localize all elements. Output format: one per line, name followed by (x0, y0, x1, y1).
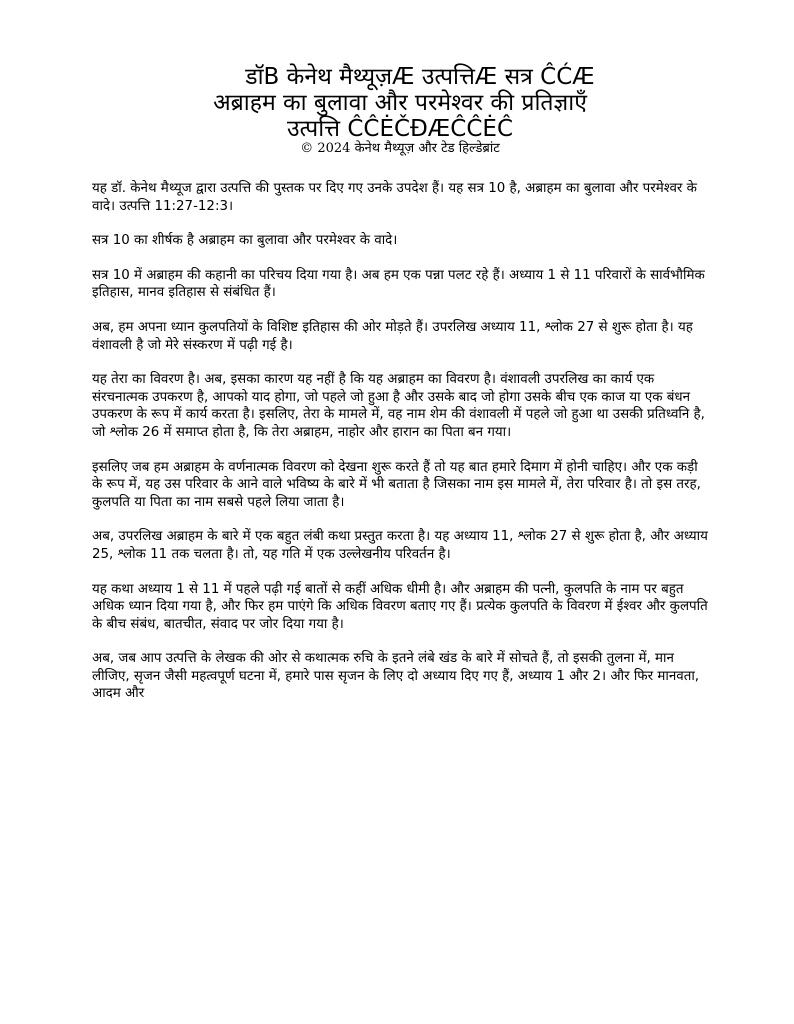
paragraph: यह तेरा का विवरण है। अब, इसका कारण यह नहीं है कि यह अब्राहम का विवरण है। वंशावली उपरलिख का कार्य एक संरचनात्मक उपकरण है, आपको याद होगा, जो पहले जो हुआ है और उसके बाद जो होगा उसके बीच एक काज या एक बंधन उपकरण के रूप में कार्य करता है। इसलिए, तेरा के मामले में, वह नाम शेम की वंशावली में पहले जो हुआ था उसकी प्रतिध्वनि है, जो श्लोक 26 में समाप्त होता है, कि तेरा अब्राहम, नाहोर और हारान का पिता बन गया। (92, 372, 705, 440)
title-line-3: उत्पत्ति ĈĈĖČĐÆĈĈĖĈ (287, 116, 513, 142)
paragraph: सत्र 10 में अब्राहम की कहानी का परिचय दिया गया है। अब हम एक पन्ना पलट रहे हैं। अध्याय 1 से 11 परिवारों के सार्वभौमिक इतिहास, मानव इतिहास से संबंधित हैं। (92, 267, 705, 301)
document-body (92, 180, 712, 720)
title-line-1: डॉB केनेथ मैथ्यूज़Æ उत्पत्तिÆ सत्र ĈĆÆ (245, 64, 595, 90)
document-header (90, 64, 710, 156)
paragraph: यह कथा अध्याय 1 से 11 में पहले पढ़ी गई बातों से कहीं अधिक धीमी है। और अब्राहम की पत्नी, कुलपति के नाम पर बहुत अधिक ध्यान दिया गया है, और फिर हम पाएंगे कि अधिक विवरण बताए गए हैं। प्रत्येक कुलपति के विवरण में ईश्वर और कुलपति के बीच संबंध, बातचीत, संवाद पर जोर दिया गया है। (92, 581, 708, 632)
title-line-2: अब्राहम का बुलावा और परमेश्वर की प्रतिज्ञाएँ (213, 90, 587, 116)
paragraph: अब, हम अपना ध्यान कुलपतियों के विशिष्ट इतिहास की ओर मोड़ते हैं। उपरलिख अध्याय 11, श्लोक 27 से शुरू होता है। यह वंशावली है जो मेरे संस्करण में पढ़ी गई है। (92, 319, 693, 353)
paragraph: अब, उपरलिख अब्राहम के बारे में एक बहुत लंबी कथा प्रस्तुत करता है। यह अध्याय 11, श्लोक 27 से शुरू होता है, और अध्याय 25, श्लोक 11 तक चलता है। तो, यह गति में एक उल्लेखनीय परिवर्तन है। (92, 529, 708, 562)
paragraph: सत्र 10 का शीर्षक है अब्राहम का बुलावा और परमेश्वर के वादे। (92, 233, 398, 249)
paragraph: यह डॉ. केनेथ मैथ्यूज द्वारा उत्पत्ति की पुस्तक पर दिए गए उनके उपदेश हैं। यह सत्र 10 है, अब्राहम का बुलावा और परमेश्वर के वादे। उत्पत्ति 11:27-12:3। (92, 181, 697, 214)
paragraph: अब, जब आप उत्पत्ति के लेखक की ओर से कथात्मक रुचि के इतने लंबे खंड के बारे में सोचते हैं, तो इसकी तुलना में, मान लीजिए, सृजन जैसी महत्वपूर्ण घटना में, हमारे पास सृजन के लिए दो अध्याय दिए गए हैं, अध्याय 1 और 2। और फिर मानवता, आदम और (92, 651, 700, 702)
paragraph: इसलिए जब हम अब्राहम के वर्णनात्मक विवरण को देखना शुरू करते हैं तो यह बात हमारे दिमाग में होनी चाहिए। और एक कड़ी के रूप में, यह उस परिवार के आने वाले भविष्य के बारे में भी बताता है जिसका नाम इस मामले में, तेरा परिवार है। तो इस तरह, कुलपति या पिता का नाम सबसे पहले लिया जाता है। (92, 459, 701, 510)
copyright-notice: © 2024 केनेथ मैथ्यूज़ और टेड हिल्डेब्रांट (300, 141, 500, 156)
